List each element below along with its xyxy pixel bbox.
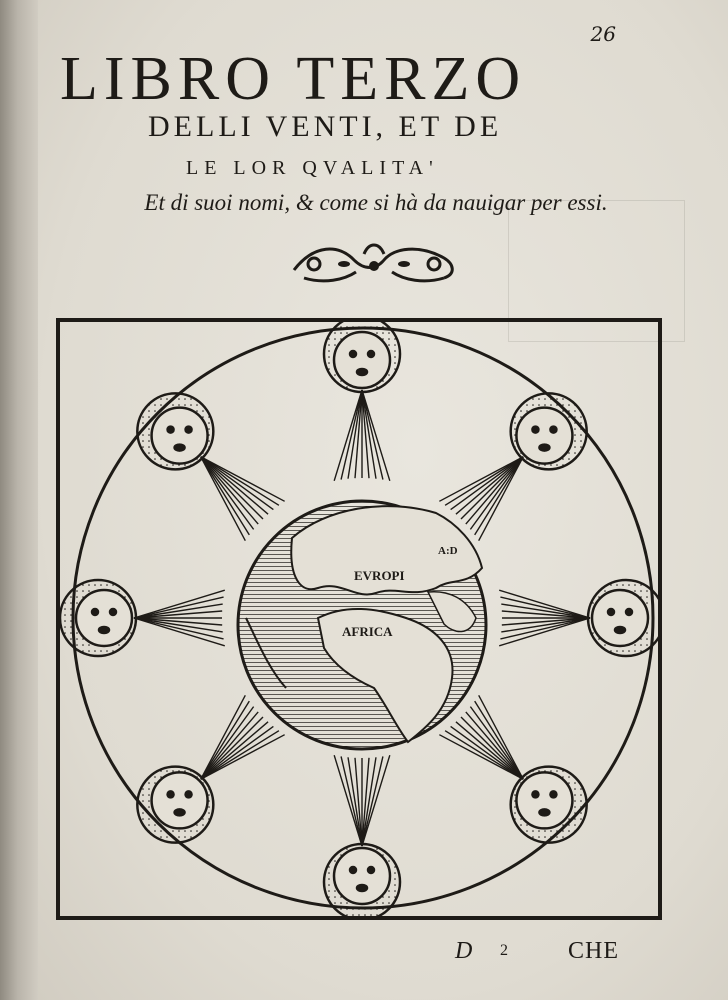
ornament-vignette <box>284 234 464 292</box>
signature-mark: D <box>455 938 473 964</box>
wind-head-north-west <box>137 393 284 540</box>
wind-head-west <box>60 580 225 656</box>
wind-head-south <box>324 755 400 920</box>
globe <box>238 501 486 749</box>
catchword: CHE <box>568 938 619 964</box>
label-africa: AFRICA <box>342 624 393 639</box>
wind-head-north <box>324 318 400 481</box>
wind-head-east <box>499 580 662 656</box>
subtitle-line-1: DELLI VENTI, ET DE <box>148 110 503 143</box>
wind-head-south-west <box>137 695 284 842</box>
wind-map-woodcut <box>56 318 662 920</box>
label-asia: A:D <box>438 545 458 557</box>
label-europe: EVROPI <box>354 568 405 583</box>
wind-head-north-east <box>439 393 586 540</box>
subtitle-line-2: LE LOR QVALITA' <box>186 157 439 179</box>
subtitle-line-3: Et di suoi nomi, & come si hà da nauigar per essi. <box>144 190 608 215</box>
wind-head-south-east <box>439 695 586 842</box>
page-number: 26 <box>590 22 616 46</box>
signature-number: 2 <box>500 942 508 959</box>
page-title: LIBRO TERZO <box>60 45 527 113</box>
